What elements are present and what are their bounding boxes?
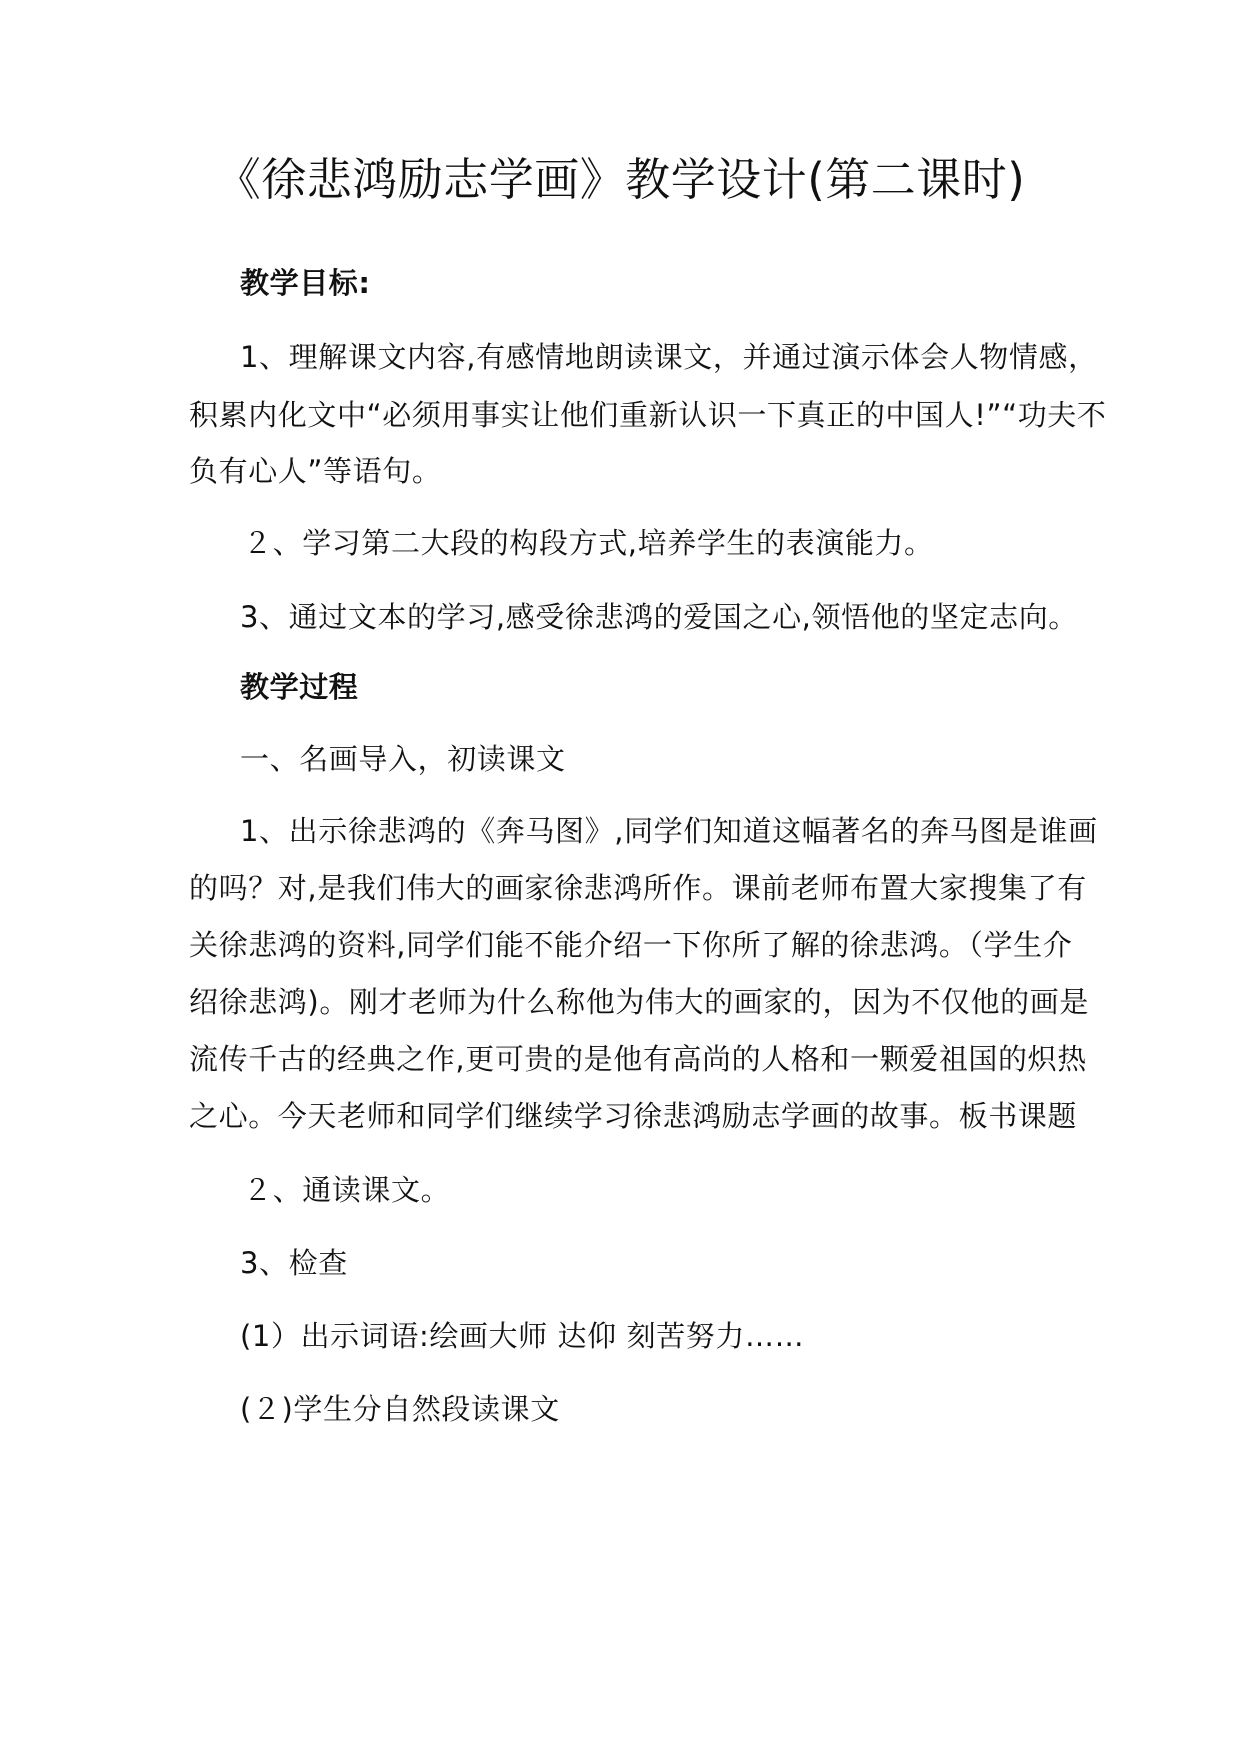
step-1-line-4: 绍徐悲鸿)。刚才老师为什么称他为伟大的画家的，因为不仅他的画是 bbox=[189, 985, 1089, 1019]
step-1-line-5: 流传千古的经典之作,更可贵的是他有高尚的人格和一颗爱祖国的炽热 bbox=[189, 1042, 1087, 1076]
part-1-heading: 一、名画导入，初读课文 bbox=[240, 742, 566, 776]
step-1-line-2: 的吗？对,是我们伟大的画家徐悲鸿所作。课前老师布置大家搜集了有 bbox=[189, 871, 1087, 905]
step-1-line-1: 1、出示徐悲鸿的《奔马图》,同学们知道这幅著名的奔马图是谁画 bbox=[240, 814, 1098, 848]
step-3-sub-2: (２)学生分自然段读课文 bbox=[240, 1392, 560, 1426]
step-1-line-3: 关徐悲鸿的资料,同学们能不能介绍一下你所了解的徐悲鸿。（学生介 bbox=[189, 928, 1073, 962]
goals-heading: 教学目标: bbox=[240, 266, 371, 300]
step-1-line-6: 之心。今天老师和同学们继续学习徐悲鸿励志学画的故事。板书课题 bbox=[189, 1099, 1078, 1133]
goal-1-line-2: 积累内化文中“必须用事实让他们重新认识一下真正的中国人!”“功夫不 bbox=[189, 398, 1107, 432]
goal-2: ２、学习第二大段的构段方式,培养学生的表演能力。 bbox=[243, 526, 934, 560]
step-2: ２、通读课文。 bbox=[243, 1173, 451, 1207]
step-3-sub-1: (1）出示词语:绘画大师 达仰 刻苦努力…… bbox=[240, 1319, 805, 1353]
document-title: 《徐悲鸿励志学画》教学设计(第二课时) bbox=[215, 153, 1026, 206]
goal-1-line-3: 负有心人”等语句。 bbox=[189, 454, 442, 488]
goal-1-line-1: 1、理解课文内容,有感情地朗读课文，并通过演示体会人物情感， bbox=[240, 340, 1098, 374]
goal-3: 3、通过文本的学习,感受徐悲鸿的爱国之心,领悟他的坚定志向。 bbox=[240, 600, 1078, 634]
process-heading: 教学过程 bbox=[240, 670, 359, 704]
step-3: 3、检查 bbox=[240, 1246, 348, 1280]
